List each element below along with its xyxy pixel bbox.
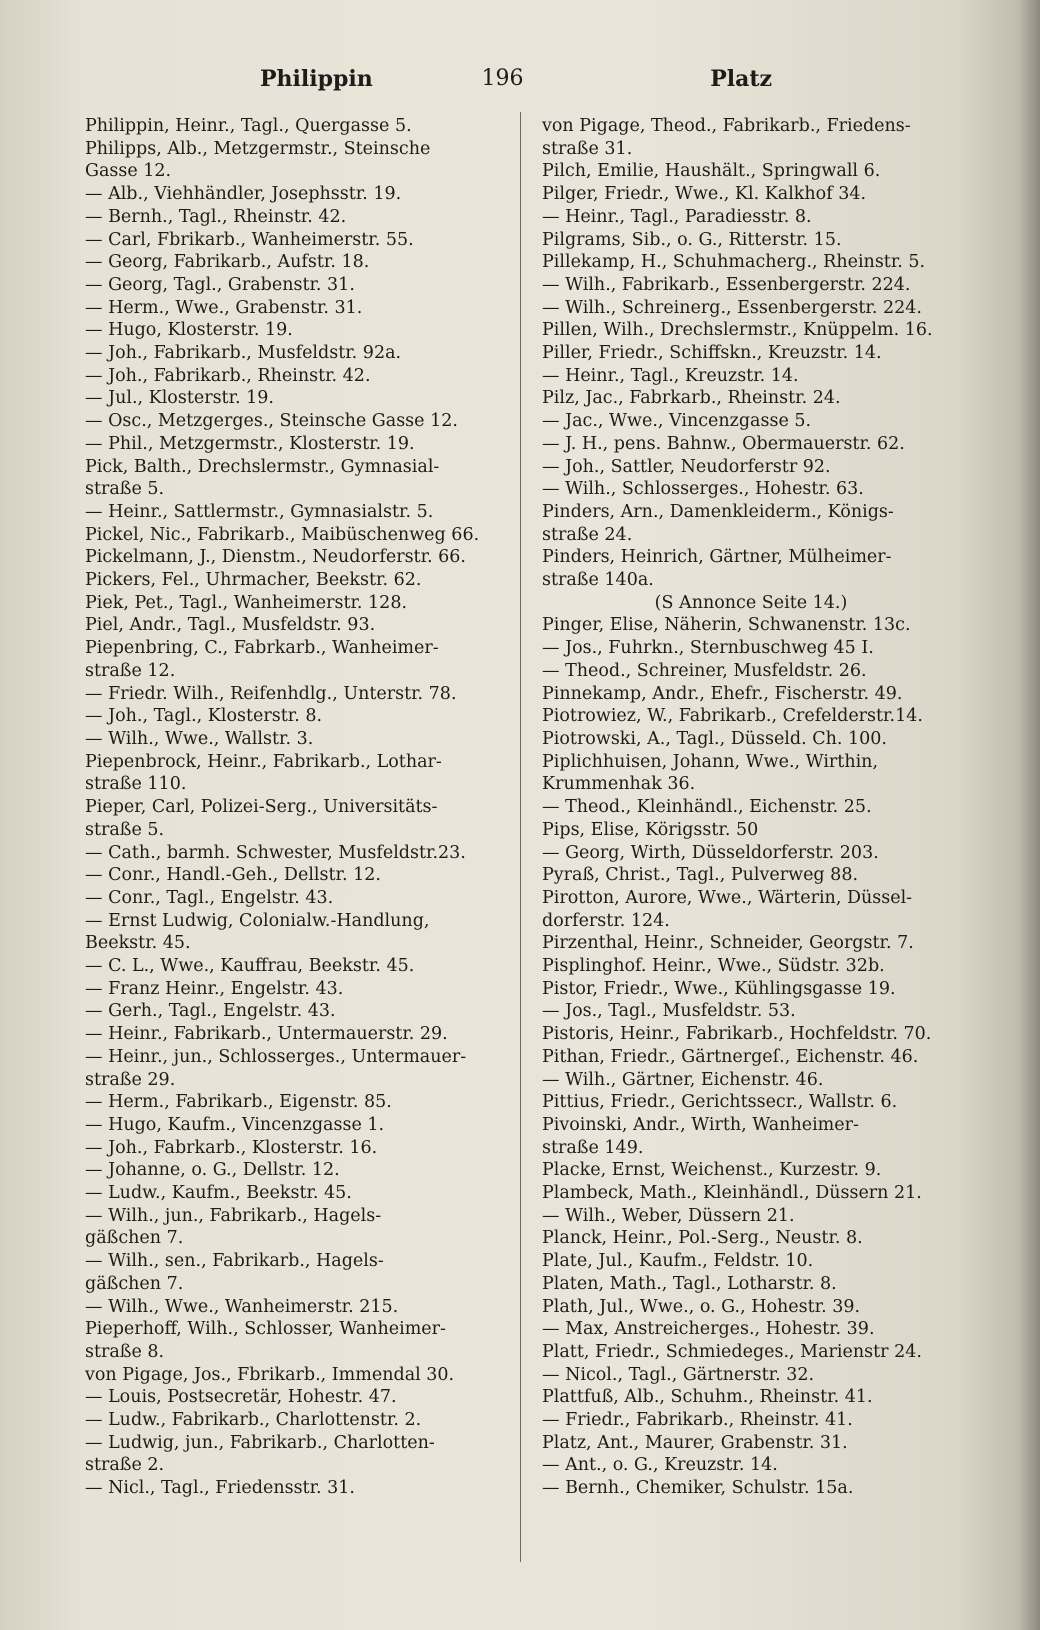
directory-entry: Beekstr. 45. bbox=[85, 933, 191, 954]
directory-entry: Pyraß, Christ., Tagl., Pulverweg 88. bbox=[542, 865, 859, 886]
directory-entry: Platen, Math., Tagl., Lotharstr. 8. bbox=[542, 1273, 837, 1294]
header-last-entry: Platz bbox=[710, 66, 772, 92]
directory-entry: Pinders, Heinrich, Gärtner, Mülheimer- bbox=[542, 547, 892, 568]
directory-entry: — Wilh., Gärtner, Eichenstr. 46. bbox=[542, 1069, 824, 1090]
directory-entry: Platt, Friedr., Schmiedeges., Marienstr 24. bbox=[542, 1341, 922, 1362]
page-edge-shadow bbox=[1018, 0, 1040, 1630]
directory-entry: Placke, Ernst, Weichenst., Kurzestr. 9. bbox=[542, 1160, 882, 1181]
directory-entry: — Alb., Viehhändler, Josephsstr. 19. bbox=[85, 184, 402, 205]
directory-entry: — Max, Anstreicherges., Hohestr. 39. bbox=[542, 1319, 875, 1340]
directory-entry: straße 140a. bbox=[542, 570, 654, 591]
directory-entry: — Wilh., Fabrikarb., Essenbergerstr. 224. bbox=[542, 274, 911, 295]
directory-entry: — Georg, Wirth, Düsseldorferstr. 203. bbox=[542, 842, 879, 863]
directory-entry: Pinger, Elise, Näherin, Schwanenstr. 13c. bbox=[542, 615, 911, 636]
directory-entry: Plambeck, Math., Kleinhändl., Düssern 21. bbox=[542, 1183, 922, 1204]
directory-entry: — Wilh., Wwe., Wallstr. 3. bbox=[85, 728, 314, 749]
directory-entry: — Hugo, Klosterstr. 19. bbox=[85, 320, 293, 341]
right-column bbox=[542, 115, 960, 1500]
directory-entry: Pillen, Wilh., Drechslermstr., Knüppelm. 16. bbox=[542, 320, 933, 341]
directory-entry: — Heinr., Sattlermstr., Gymnasialstr. 5. bbox=[85, 501, 434, 522]
directory-entry: Pips, Elise, Körigsstr. 50 bbox=[542, 819, 759, 840]
directory-entry: — Jul., Klosterstr. 19. bbox=[85, 388, 274, 409]
directory-entry: — Jos., Fuhrkn., Sternbuschweg 45 I. bbox=[542, 638, 874, 659]
directory-entry: von Pigage, Theod., Fabrikarb., Friedens- bbox=[542, 116, 911, 136]
directory-entry: Pinders, Arn., Damenkleiderm., Königs- bbox=[542, 501, 894, 522]
directory-entry: straße 110. bbox=[85, 774, 187, 795]
directory-entry: Pillekamp, H., Schuhmacherg., Rheinstr. 5. bbox=[542, 252, 926, 273]
directory-entry: straße 8. bbox=[85, 1341, 165, 1362]
directory-entry: — Gerh., Tagl., Engelstr. 43. bbox=[85, 1001, 336, 1022]
directory-entry: — Theod., Kleinhändl., Eichenstr. 25. bbox=[542, 797, 872, 818]
directory-entry: — Carl, Fbrikarb., Wanheimerstr. 55. bbox=[85, 229, 414, 250]
directory-entry: — Theod., Schreiner, Musfeldstr. 26. bbox=[542, 660, 867, 681]
directory-entry: Pickelmann, J., Dienstm., Neudorferstr. 66. bbox=[85, 547, 466, 568]
directory-entry: Pilgrams, Sib., o. G., Ritterstr. 15. bbox=[542, 229, 842, 250]
directory-entry: Piepenbrock, Heinr., Fabrikarb., Lothar- bbox=[85, 751, 442, 772]
directory-entry: Plath, Jul., Wwe., o. G., Hohestr. 39. bbox=[542, 1296, 861, 1317]
directory-entry: Pirotton, Aurore, Wwe., Wärterin, Düssel- bbox=[542, 887, 913, 908]
directory-entry: — Friedr., Fabrikarb., Rheinstr. 41. bbox=[542, 1410, 853, 1431]
directory-entry: — Wilh., Wwe., Wanheimerstr. 215. bbox=[85, 1296, 399, 1317]
directory-entry: Pittius, Friedr., Gerichtssecr., Wallstr. 6. bbox=[542, 1092, 898, 1113]
directory-entry: Planck, Heinr., Pol.-Serg., Neustr. 8. bbox=[542, 1228, 863, 1249]
directory-entry: Pieperhoff, Wilh., Schlosser, Wanheimer- bbox=[85, 1319, 446, 1340]
directory-entry: Pick, Balth., Drechslermstr., Gymnasial- bbox=[85, 456, 440, 477]
directory-entry: — Ludw., Fabrikarb., Charlottenstr. 2. bbox=[85, 1410, 422, 1431]
directory-entry: — Herm., Fabrikarb., Eigenstr. 85. bbox=[85, 1092, 392, 1113]
directory-entry: — Friedr. Wilh., Reifenhdlg., Unterstr. 78. bbox=[85, 683, 457, 704]
directory-entry: — Ernst Ludwig, Colonialw.-Handlung, bbox=[85, 910, 430, 931]
directory-entry: — Heinr., Tagl., Kreuzstr. 14. bbox=[542, 365, 799, 386]
directory-entry: — Jos., Tagl., Musfeldstr. 53. bbox=[542, 1001, 796, 1022]
directory-entry: — Joh., Fabrikarb., Rheinstr. 42. bbox=[85, 365, 371, 386]
directory-entry: — Ant., o. G., Kreuzstr. 14. bbox=[542, 1455, 778, 1476]
directory-entry: straße 29. bbox=[85, 1069, 176, 1090]
directory-entry: — Franz Heinr., Engelstr. 43. bbox=[85, 978, 344, 999]
directory-entry: Pisplinghof. Heinr., Wwe., Südstr. 32b. bbox=[542, 956, 885, 977]
directory-entry: — Wilh., sen., Fabrikarb., Hagels- bbox=[85, 1251, 384, 1272]
directory-entry: — Wilh., Weber, Düssern 21. bbox=[542, 1205, 795, 1226]
page-number: 196 bbox=[481, 66, 524, 91]
directory-entry: — Wilh., Schreinerg., Essenbergerstr. 224. bbox=[542, 297, 922, 318]
directory-entry: — Louis, Postsecretär, Hohestr. 47. bbox=[85, 1387, 397, 1408]
directory-entry: — Osc., Metzgerges., Steinsche Gasse 12. bbox=[85, 411, 458, 432]
directory-entry: (S Annonce Seite 14.) bbox=[654, 592, 848, 613]
directory-entry: straße 12. bbox=[85, 660, 176, 681]
directory-entry: Gasse 12. bbox=[85, 161, 172, 182]
directory-entry: — Hugo, Kaufm., Vincenzgasse 1. bbox=[85, 1114, 385, 1135]
bleed-through-text bbox=[150, 10, 1010, 50]
directory-entry: straße 2. bbox=[85, 1455, 165, 1476]
directory-entry: Philipps, Alb., Metzgermstr., Steinsche bbox=[85, 138, 431, 159]
directory-entry: Pirzenthal, Heinr., Schneider, Georgstr. 7. bbox=[542, 933, 914, 954]
left-column bbox=[85, 115, 495, 1500]
directory-entry: Pilz, Jac., Fabrkarb., Rheinstr. 24. bbox=[542, 388, 841, 409]
directory-entry: — Conr., Tagl., Engelstr. 43. bbox=[85, 887, 334, 908]
directory-entry: Pieper, Carl, Polizei-Serg., Universitäts- bbox=[85, 797, 438, 818]
directory-entry: Krummenhak 36. bbox=[542, 774, 696, 795]
directory-entry: Philippin, Heinr., Tagl., Quergasse 5. bbox=[85, 116, 412, 136]
directory-entry: straße 24. bbox=[542, 524, 633, 545]
directory-entry: — Jac., Wwe., Vincenzgasse 5. bbox=[542, 411, 812, 432]
directory-entry: Piel, Andr., Tagl., Musfeldstr. 93. bbox=[85, 615, 376, 636]
directory-entry: Pilch, Emilie, Haushält., Springwall 6. bbox=[542, 161, 881, 182]
directory-entry: straße 149. bbox=[542, 1137, 644, 1158]
column-divider bbox=[520, 112, 521, 1562]
directory-entry: — Ludw., Kaufm., Beekstr. 45. bbox=[85, 1183, 352, 1204]
directory-entry: — Conr., Handl.-Geh., Dellstr. 12. bbox=[85, 865, 381, 886]
header-first-entry: Philippin bbox=[260, 66, 373, 92]
directory-entry: — Joh., Fabrkarb., Klosterstr. 16. bbox=[85, 1137, 378, 1158]
directory-entry: Plattfuß, Alb., Schuhm., Rheinstr. 41. bbox=[542, 1387, 873, 1408]
directory-entry: straße 31. bbox=[542, 138, 633, 159]
directory-entry: — Ludwig, jun., Fabrikarb., Charlotten- bbox=[85, 1432, 435, 1453]
directory-entry: Pivoinski, Andr., Wirth, Wanheimer- bbox=[542, 1114, 859, 1135]
directory-entry: Pistor, Friedr., Wwe., Kühlingsgasse 19. bbox=[542, 978, 896, 999]
directory-entry: Piplichhuisen, Johann, Wwe., Wirthin, bbox=[542, 751, 879, 772]
directory-entry: — Heinr., Tagl., Paradiesstr. 8. bbox=[542, 206, 812, 227]
directory-entry: — Nicol., Tagl., Gärtnerstr. 32. bbox=[542, 1364, 815, 1385]
directory-entry: — Joh., Sattler, Neudorferstr 92. bbox=[542, 456, 831, 477]
directory-entry: Piller, Friedr., Schiffskn., Kreuzstr. 14. bbox=[542, 343, 882, 364]
directory-entry: — Joh., Fabrikarb., Musfeldstr. 92a. bbox=[85, 343, 402, 364]
directory-entry: — Phil., Metzgermstr., Klosterstr. 19. bbox=[85, 433, 415, 454]
directory-entry: — J. H., pens. Bahnw., Obermauerstr. 62. bbox=[542, 433, 905, 454]
running-header bbox=[85, 66, 920, 100]
directory-entry: Pinnekamp, Andr., Ehefr., Fischerstr. 49. bbox=[542, 683, 903, 704]
directory-entry: Pithan, Friedr., Gärtnergeſ., Eichenstr. 46. bbox=[542, 1046, 919, 1067]
directory-entry: — Wilh., jun., Fabrikarb., Hagels- bbox=[85, 1205, 382, 1226]
directory-entry: Plate, Jul., Kaufm., Feldstr. 10. bbox=[542, 1251, 814, 1272]
directory-entry: Pickel, Nic., Fabrikarb., Maibüschenweg 66. bbox=[85, 524, 480, 545]
directory-entry: — Georg, Fabrikarb., Aufstr. 18. bbox=[85, 252, 370, 273]
directory-entry: gäßchen 7. bbox=[85, 1228, 184, 1249]
directory-entry: Piotrowski, A., Tagl., Düsseld. Ch. 100. bbox=[542, 728, 887, 749]
directory-entry: — Herm., Wwe., Grabenstr. 31. bbox=[85, 297, 363, 318]
directory-entry: Platz, Ant., Maurer, Grabenstr. 31. bbox=[542, 1432, 848, 1453]
directory-entry: Pistoris, Heinr., Fabrikarb., Hochfeldstr. 70. bbox=[542, 1024, 932, 1045]
directory-entry: — Johanne, o. G., Dellstr. 12. bbox=[85, 1160, 340, 1181]
directory-entry: dorferstr. 124. bbox=[542, 910, 670, 931]
directory-entry: von Pigage, Jos., Fbrikarb., Immendal 30. bbox=[85, 1364, 455, 1385]
directory-entry: — Georg, Tagl., Grabenstr. 31. bbox=[85, 274, 355, 295]
directory-entry: — Joh., Tagl., Klosterstr. 8. bbox=[85, 706, 323, 727]
directory-entry: straße 5. bbox=[85, 479, 165, 500]
directory-entry: — Bernh., Chemiker, Schulstr. 15a. bbox=[542, 1478, 854, 1499]
directory-entry: gäßchen 7. bbox=[85, 1273, 184, 1294]
directory-entry: Piotrowiez, W., Fabrikarb., Crefelderstr.14. bbox=[542, 706, 923, 727]
directory-entry: — Bernh., Tagl., Rheinstr. 42. bbox=[85, 206, 347, 227]
directory-entry: Piek, Pet., Tagl., Wanheimerstr. 128. bbox=[85, 592, 408, 613]
directory-entry: Pickers, Fel., Uhrmacher, Beekstr. 62. bbox=[85, 570, 422, 591]
directory-entry: — Heinr., jun., Schlosserges., Untermauer- bbox=[85, 1046, 467, 1067]
directory-entry: — Heinr., Fabrikarb., Untermauerstr. 29. bbox=[85, 1024, 448, 1045]
directory-entry: — Wilh., Schlosserges., Hohestr. 63. bbox=[542, 479, 864, 500]
directory-entry: — Nicl., Tagl., Friedensstr. 31. bbox=[85, 1478, 355, 1499]
directory-entry: straße 5. bbox=[85, 819, 165, 840]
directory-entry: Pilger, Friedr., Wwe., Kl. Kalkhof 34. bbox=[542, 184, 867, 205]
directory-entry: — Cath., barmh. Schwester, Musfeldstr.23. bbox=[85, 842, 466, 863]
directory-entry: Piepenbring, C., Fabrkarb., Wanheimer- bbox=[85, 638, 439, 659]
directory-entry: — C. L., Wwe., Kauffrau, Beekstr. 45. bbox=[85, 956, 415, 977]
